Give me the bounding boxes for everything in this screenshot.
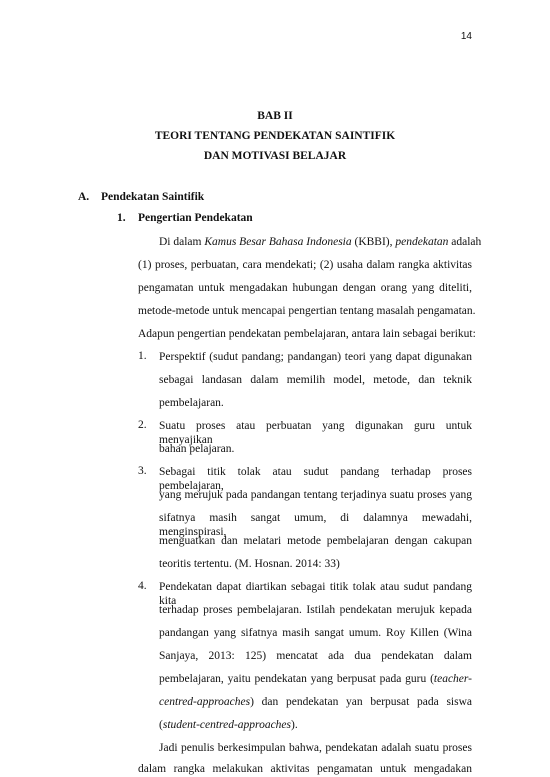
- list-item-1-marker: 1.: [138, 350, 147, 362]
- list-item-4-line: [159, 718, 298, 732]
- intro-text: Di dalam: [159, 236, 205, 248]
- intro-text: adalah: [448, 236, 482, 248]
- list-item-1-line: sebagai landasan dalam memilih model, metode, dan teknik: [159, 374, 472, 386]
- section-marker: A.: [78, 191, 90, 203]
- list-item-1-line: pembelajaran.: [159, 397, 224, 409]
- page-number: 14: [460, 31, 472, 42]
- list-item-4-marker: 4.: [138, 580, 147, 592]
- list-item-4-text: ).: [291, 719, 298, 731]
- list-item-4-line: Sanjaya, 2013: 125) mencatat ada dua pendekatan dalam: [159, 650, 472, 662]
- list-item-3-marker: 3.: [138, 465, 147, 477]
- list-item-4-line: [159, 695, 472, 709]
- chapter-title-line-1: TEORI TENTANG PENDEKATAN SAINTIFIK: [154, 130, 396, 142]
- list-item-4-text: pembelajaran, yaitu pendekatan yang berpusat pada guru (: [159, 673, 434, 685]
- chapter-title-line-2: DAN MOTIVASI BELAJAR: [203, 150, 347, 162]
- kbbi-title: Kamus Besar Bahasa Indonesia: [204, 236, 352, 248]
- intro-line-5: Adapun pengertian pendekatan pembelajaran, antara lain sebagai berikut:: [138, 328, 476, 340]
- closing-line-1: Jadi penulis berkesimpulan bahwa, pendekatan adalah suatu proses: [159, 742, 472, 754]
- list-item-4-line: pandangan yang sifatnya masih sangat umum. Roy Killen (Wina: [159, 627, 472, 639]
- intro-text: (KBBI),: [351, 236, 396, 248]
- list-item-4-text: ) dan pendekatan yan berpusat pada siswa: [250, 696, 472, 708]
- section-title: Pendekatan Saintifik: [101, 191, 205, 203]
- list-item-4-line: terhadap proses pembelajaran. Istilah pendekatan merujuk kepada: [159, 604, 472, 616]
- term-teacher-centred: teacher-: [433, 673, 472, 685]
- intro-line-2: (1) proses, perbuatan, cara mendekati; (2) usaha dalam rangka aktivitas: [138, 259, 472, 271]
- list-item-2-marker: 2.: [138, 419, 147, 431]
- term-teacher-centred: centred-approaches: [159, 696, 251, 708]
- list-item-4-line: Pendekatan dapat diartikan sebagai titik tolak atau sudut pandang kita: [159, 581, 472, 607]
- list-item-1-line: Perspektif (sudut pandang; pandangan) teori yang dapat digunakan: [159, 351, 472, 363]
- list-item-3-line: teoritis tertentu. (M. Hosnan. 2014: 33): [159, 558, 340, 570]
- intro-line-1: [159, 235, 482, 249]
- chapter-label: BAB II: [257, 110, 293, 122]
- list-item-2-line: Suatu proses atau perbuatan yang digunakan guru untuk menyajikan: [159, 420, 472, 446]
- list-item-3-line: sifatnya masih sangat umum, di dalamnya mewadahi, menginspirasi,: [159, 512, 472, 538]
- list-item-3-line: yang merujuk pada pandangan tentang terjadinya suatu proses yang: [159, 489, 472, 501]
- subsection-marker: 1.: [117, 212, 126, 224]
- term-student-centred: student-centred-approaches: [162, 719, 292, 731]
- list-item-3-line: Sebagai titik tolak atau sudut pandang terhadap proses pembelajaran,: [159, 466, 472, 492]
- intro-line-4: metode-metode untuk mencapai pengertian tentang masalah pengamatan.: [138, 305, 476, 317]
- closing-line-2: dalam rangka melakukan aktivitas pengamatan untuk mengadakan: [138, 763, 472, 775]
- list-item-2-line: bahan pelajaran.: [159, 443, 235, 455]
- list-item-4-line: [159, 672, 472, 686]
- list-item-4-text: (: [159, 719, 163, 731]
- intro-line-3: pengamatan untuk mengadakan hubungan dengan orang yang diteliti,: [138, 282, 472, 294]
- list-item-3-line: menguatkan dan melatari metode pembelajaran dengan cakupan: [159, 535, 472, 547]
- term-pendekatan: pendekatan: [395, 236, 449, 248]
- subsection-title: Pengertian Pendekatan: [138, 212, 253, 224]
